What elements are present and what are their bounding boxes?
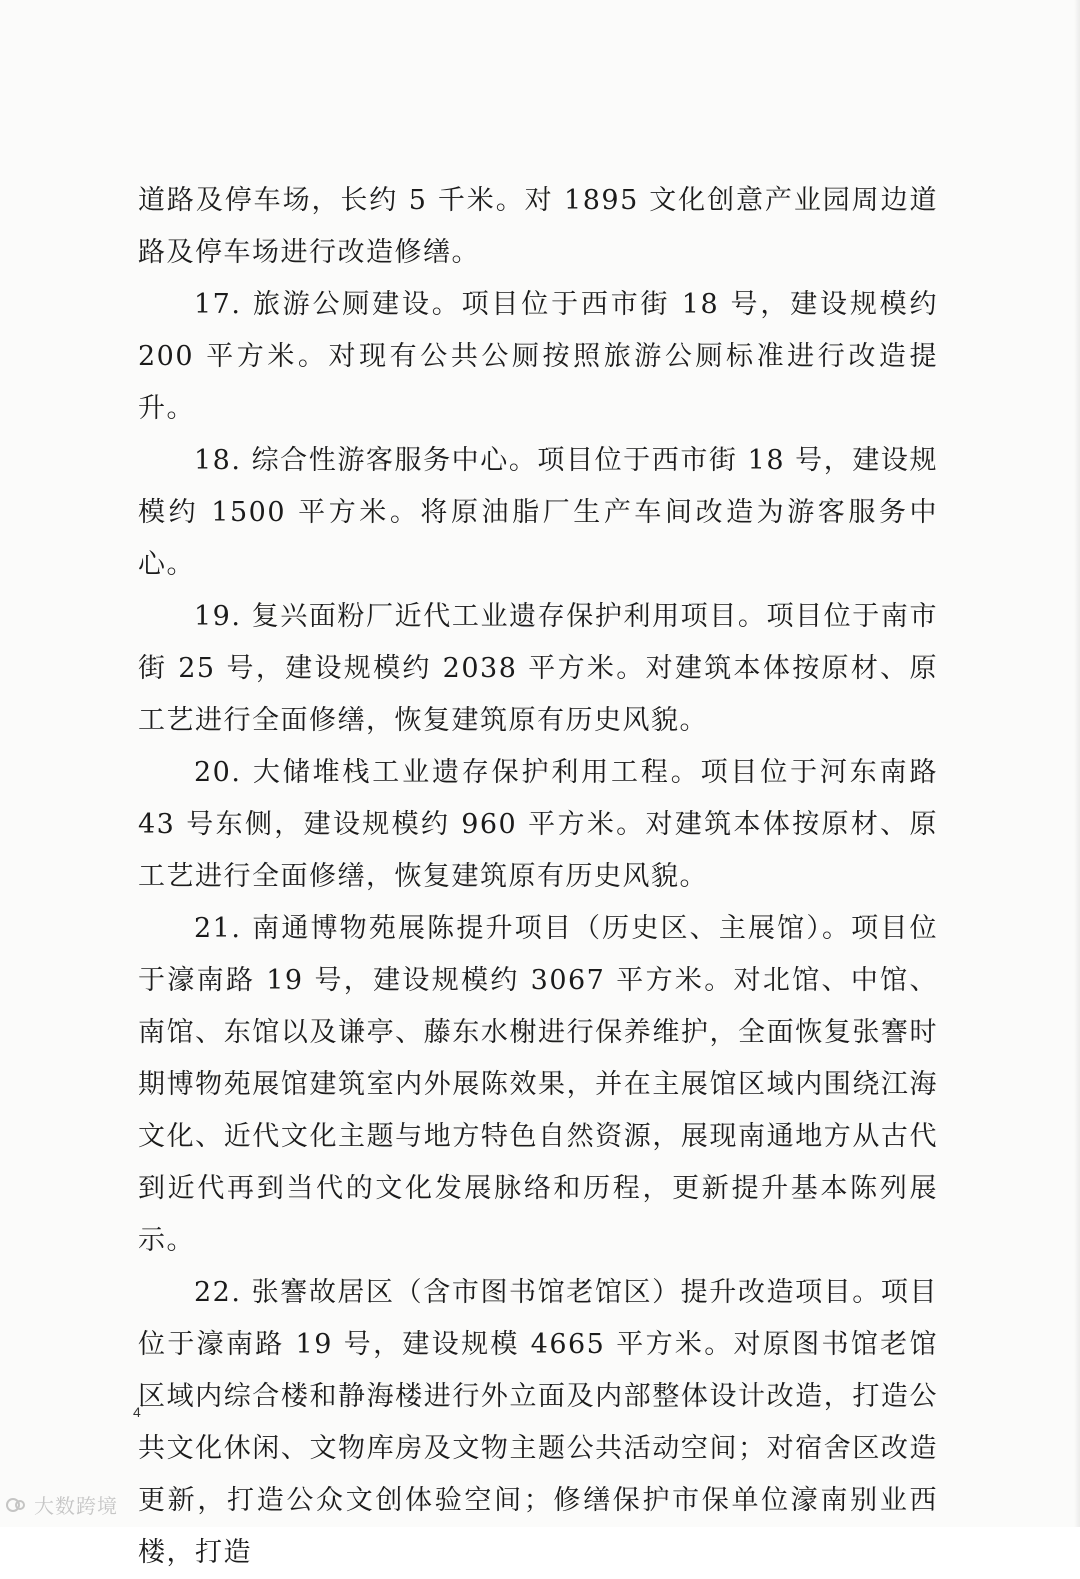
page-edge-shadow (1074, 0, 1080, 1527)
paragraph-17: 17. 旅游公厕建设。项目位于西市街 18 号，建设规模约 200 平方米。对现有公共公厕按照旅游公厕标准进行改造提升。 (138, 289, 938, 424)
watermark-logo-icon (6, 1496, 28, 1514)
watermark (6, 1490, 118, 1519)
document-body (138, 175, 938, 1579)
watermark-text: 大数跨境 (34, 1494, 118, 1518)
paragraph-21: 21. 南通博物苑展陈提升项目（历史区、主展馆）。项目位于濠南路 19 号，建设规模约 3067 平方米。对北馆、中馆、南馆、东馆以及谦亭、藤东水榭进行保养维护，全面恢复张謇时期博物苑展馆建筑室内外展陈效果，并在主展馆区域内围绕江海文化、近代文化主题与地方特色自然资源，展现南通地方从古代到近代再到当代的文化发展脉络和历程，更新提升基本陈列展示。 (138, 913, 938, 1256)
paragraph-18: 18. 综合性游客服务中心。项目位于西市街 18 号，建设规模约 1500 平方米。将原油脂厂生产车间改造为游客服务中心。 (138, 445, 938, 580)
paragraph-19: 19. 复兴面粉厂近代工业遗存保护利用项目。项目位于南市街 25 号，建设规模约 2038 平方米。对建筑本体按原材、原工艺进行全面修缮，恢复建筑原有历史风貌。 (138, 601, 938, 736)
paragraph-20: 20. 大储堆栈工业遗存保护利用工程。项目位于河东南路 43 号东侧，建设规模约 960 平方米。对建筑本体按原材、原工艺进行全面修缮，恢复建筑原有历史风貌。 (138, 757, 938, 892)
paragraph-22: 22. 张謇故居区（含市图书馆老馆区）提升改造项目。项目位于濠南路 19 号，建设规模 4665 平方米。对原图书馆老馆区域内综合楼和静海楼进行外立面及内部整体设计改造，打造公共文化休闲、文物库房及文物主题公共活动空间；对宿舍区改造更新，打造公众文创体验空间；修缮保护市保单位濠南别业西楼，打造 (138, 1277, 938, 1568)
paragraph-1: 道路及停车场，长约 5 千米。对 1895 文化创意产业园周边道路及停车场进行改造修缮。 (138, 185, 938, 268)
page-number: 4 (133, 1404, 141, 1420)
